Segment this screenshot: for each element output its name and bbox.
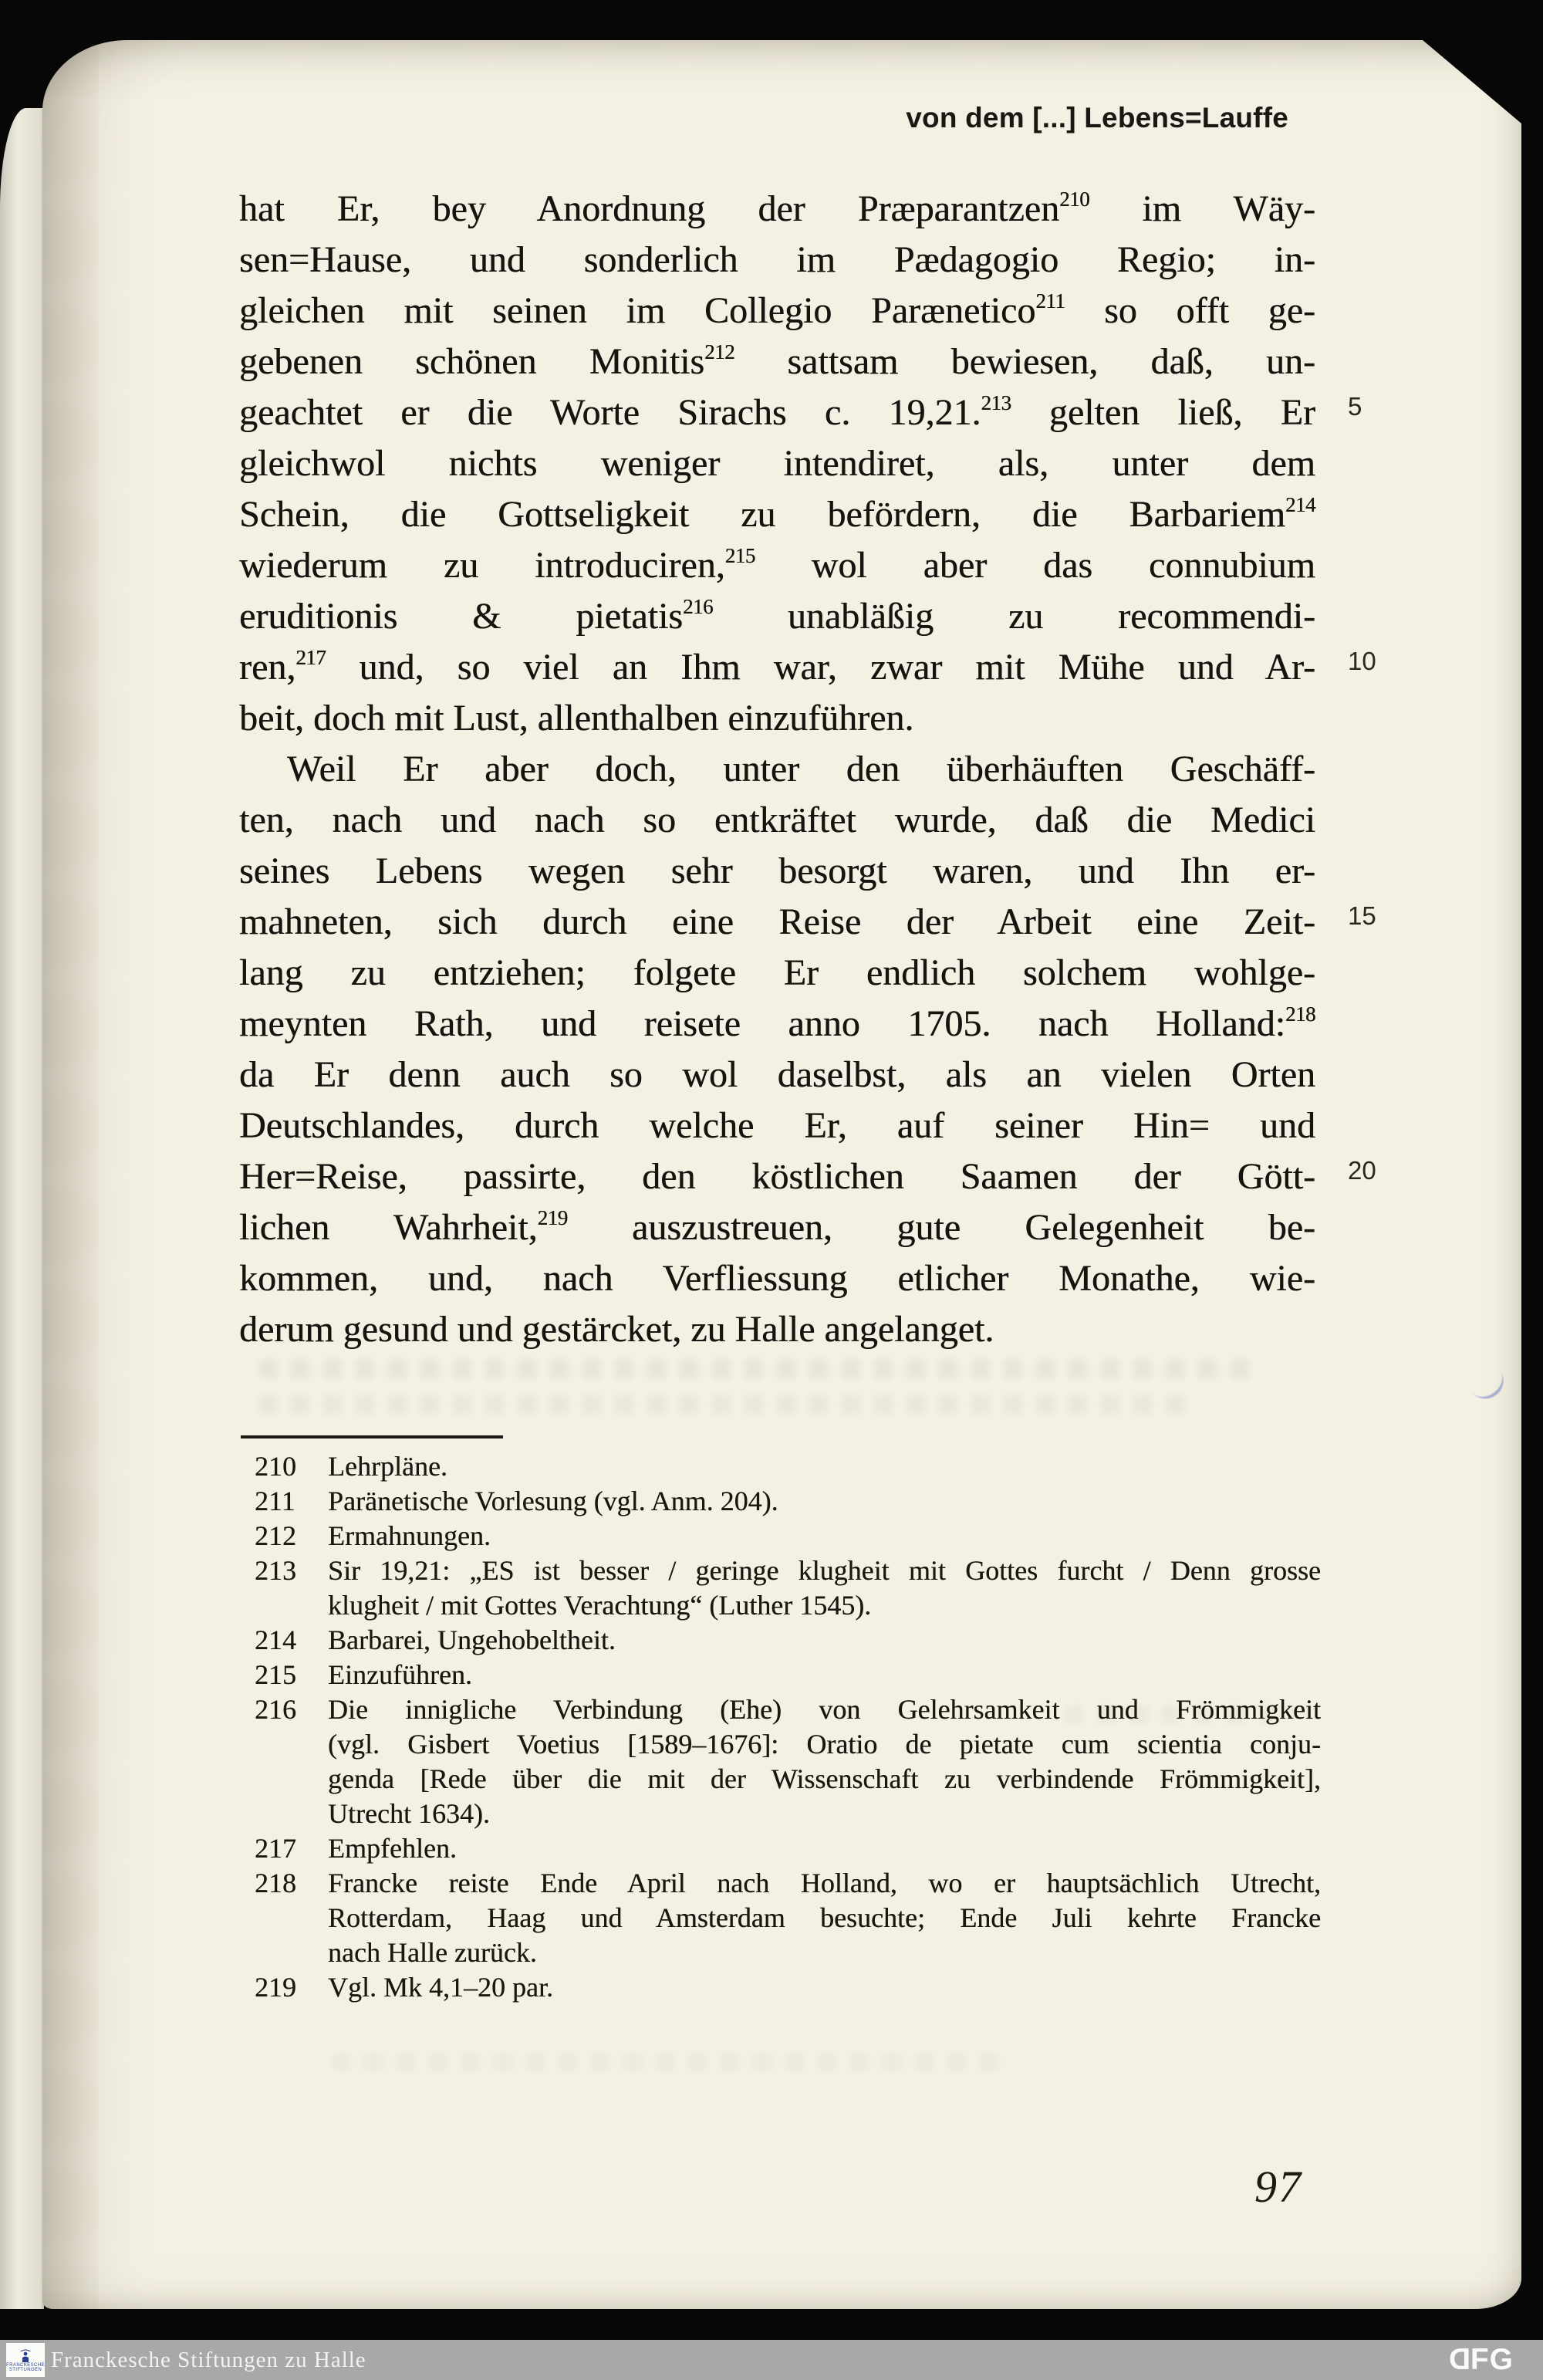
body-line: gleichwol nichts weniger intendiret, als, unter dem xyxy=(239,443,1315,484)
body-line: eruditionis & pietatis$^{216}$ unabläßig zu recommendi- xyxy=(239,595,1316,637)
footnote-number: 211 xyxy=(255,1486,295,1516)
bleedthrough-smudge xyxy=(258,1395,1192,1414)
body-text xyxy=(239,184,1315,1355)
footnote xyxy=(255,1866,1321,1970)
footnote xyxy=(255,1553,1321,1623)
body-line: lichen Wahrheit,$^{219}$ auszustreuen, gute Gelegenheit be- xyxy=(239,1206,1316,1248)
footnote-text: Sir 19,21: „ES ist besser / geringe klugheit mit Gottes furcht / Denn grosse klugheit / mit Gottes Verachtung“ (Luther 1545). xyxy=(328,1555,1321,1621)
body-line: hat Er, bey Anordnung der Præparantzen$^{210}$ im Wäy- xyxy=(239,188,1315,229)
footnote-number: 216 xyxy=(255,1694,296,1725)
footnote-number: 215 xyxy=(255,1659,296,1690)
bleedthrough-smudge xyxy=(258,1360,1254,1378)
body-line: sen=Hause, und sonderlich im Pædagogio Regio; in- xyxy=(239,239,1315,280)
footnote-number: 212 xyxy=(255,1520,296,1551)
dfg-logo[interactable] xyxy=(1448,2340,1514,2380)
page-stack-edge xyxy=(0,108,44,2309)
body-line: meynten Rath, und reisete anno 1705. nach Holland:$^{218}$ xyxy=(239,1002,1315,1044)
footnote xyxy=(255,1831,1321,1866)
body-line: ren,$^{217}$ und, so viel an Ihm war, zwar mit Mühe und Ar- xyxy=(239,646,1315,688)
body-line: beit, doch mit Lust, allenthalben einzuführen. xyxy=(239,698,914,739)
body-line: Weil Er aber doch, unter den überhäuften Geschäff- xyxy=(287,749,1315,789)
footnote-text: Vgl. Mk 4,1–20 par. xyxy=(328,1972,553,2003)
body-line: kommen, und, nach Verfliessung etlicher Monathe, wie- xyxy=(239,1258,1315,1299)
footnote-ref: 216 xyxy=(682,595,713,618)
footnote-ref: 210 xyxy=(1059,188,1090,211)
stiftungen-emblem-icon xyxy=(19,2348,32,2363)
footnote xyxy=(255,1970,1321,2005)
body-line: seines Lebens wegen sehr besorgt waren, und Ihn er- xyxy=(239,850,1315,891)
line-number: 5 xyxy=(1348,392,1362,421)
footnote-number: 214 xyxy=(255,1624,296,1655)
footnote-text: Empfehlen. xyxy=(328,1833,457,1864)
body-line: da Er denn auch so wol daselbst, als an vielen Orten xyxy=(239,1054,1315,1095)
line-number: 20 xyxy=(1348,1156,1376,1185)
body-line: gebenen schönen Monitis$^{212}$ sattsam bewiesen, daß, un- xyxy=(239,340,1315,382)
viewer-footer-bar xyxy=(0,2340,1543,2380)
body-line: geachtet er die Worte Sirachs c. 19,21.$^{213}$ gelten ließ, Er xyxy=(239,391,1316,433)
dfg-letters-fg: FG xyxy=(1470,2343,1514,2376)
footnote-ref: 215 xyxy=(724,544,755,567)
body-line: gleichen mit seinen im Collegio Parænetico$^{211}$ so offt ge- xyxy=(239,289,1316,331)
footnote-ref: 211 xyxy=(1035,289,1065,313)
footnote-number: 219 xyxy=(255,1972,296,2003)
body-line: Deutschlandes, durch welche Er, auf seiner Hin= und xyxy=(239,1105,1315,1146)
footnote-ref: 218 xyxy=(1285,1002,1315,1026)
body-line: Schein, die Gottseligkeit zu befördern, die Barbariem$^{214}$ xyxy=(239,493,1315,535)
footnote-text: Barbarei, Ungehobeltheit. xyxy=(328,1624,616,1655)
body-line: Her=Reise, passirte, den köstlichen Saamen der Gött- xyxy=(239,1156,1315,1197)
footnote-ref: 217 xyxy=(295,646,326,669)
footnote-text: Einzuführen. xyxy=(328,1659,472,1690)
footnote-text: Lehrpläne. xyxy=(328,1451,447,1482)
body-line: derum gesund und gestärcket, zu Halle angelanget. xyxy=(239,1309,994,1350)
footnote xyxy=(255,1658,1321,1692)
footnote xyxy=(255,1484,1321,1519)
footnote-number: 213 xyxy=(255,1555,296,1586)
franckesche-stiftungen-logo[interactable] xyxy=(6,2343,45,2377)
logo-caption: FRANCKESCHE STIFTUNGEN xyxy=(6,2363,45,2372)
footnote-ref: 212 xyxy=(704,340,735,363)
dfg-letter-d: D xyxy=(1447,2343,1470,2376)
line-number: 15 xyxy=(1348,901,1376,930)
running-title: von dem [...] Lebens=Lauffe xyxy=(906,102,1288,134)
footnote-separator-rule xyxy=(241,1435,503,1438)
footnote xyxy=(255,1449,1321,1484)
footnote-text: Die innigliche Verbindung (Ehe) von Gelehrsamkeit und Frömmigkeit (vgl. Gisbert Voetius [1589–1676]: Oratio de pietate cum scientia conju- genda [Rede über die mit der Wissenschaft zu verbindende Frömmigkeit], Utrecht 1634). xyxy=(328,1694,1321,1829)
footnote-text: Francke reiste Ende April nach Holland, wo er hauptsächlich Utrecht, Rotterdam, Haag und Amsterdam besuchte; Ende Juli kehrte Francke nach Halle zurück. xyxy=(328,1868,1321,1968)
footnote-number: 210 xyxy=(255,1451,296,1482)
body-line: ten, nach und nach so entkräftet wurde, daß die Medici xyxy=(239,800,1315,840)
body-line: lang zu entziehen; folgete Er endlich solchem wohlge- xyxy=(239,952,1315,993)
footnote-ref: 219 xyxy=(537,1206,568,1229)
line-number: 10 xyxy=(1348,647,1376,675)
bleedthrough-smudge xyxy=(332,2053,1011,2071)
footnote xyxy=(255,1623,1321,1658)
body-line: wiederum zu introduciren,$^{215}$ wol aber das connubium xyxy=(239,544,1315,586)
footnote-number: 218 xyxy=(255,1868,296,1898)
page-number: 97 xyxy=(1254,2162,1302,2212)
body-line: mahneten, sich durch eine Reise der Arbeit eine Zeit- xyxy=(239,901,1315,942)
footnote xyxy=(255,1519,1321,1553)
footnote-ref: 213 xyxy=(981,391,1011,414)
footnote-number: 217 xyxy=(255,1833,296,1864)
footnotes xyxy=(255,1449,1321,2005)
footnote-text: Paränetische Vorlesung (vgl. Anm. 204). xyxy=(328,1486,778,1516)
folded-corner xyxy=(1423,40,1521,123)
institution-label: Franckesche Stiftungen zu Halle xyxy=(51,2348,366,2372)
footnote-text: Ermahnungen. xyxy=(328,1520,491,1551)
footnote-ref: 214 xyxy=(1285,493,1315,516)
footnote xyxy=(255,1692,1321,1831)
